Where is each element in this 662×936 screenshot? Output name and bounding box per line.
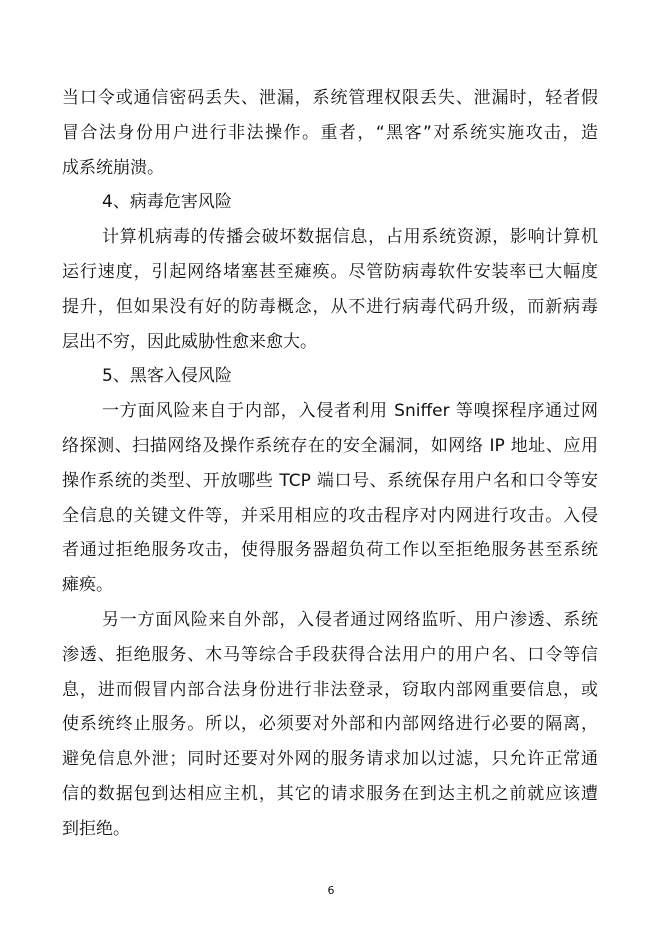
text-line: 提升，但如果没有好的防毒概念，从不进行病毒代码升级，而新病毒 [62, 296, 598, 317]
text-line: 络探测、扫描网络及操作系统存在的安全漏洞，如网络 IP 地址、应用 [62, 435, 598, 456]
text-line: 一方面风险来自于内部，入侵者利用 Sniffer 等嗅探程序通过网 [102, 401, 598, 422]
text-line: 息，进而假冒内部合法身份进行非法登录，窃取内部网重要信息，或 [62, 679, 598, 700]
section-heading-virus-risk: 4、病毒危害风险 [102, 192, 232, 213]
document-page [62, 81, 598, 847]
text-line: 渗透、拒绝服务、木马等综合手段获得合法用户的用户名、口令等信 [62, 644, 598, 665]
text-line: 运行速度，引起网络堵塞甚至瘫痪。尽管防病毒软件安装率已大幅度 [62, 261, 598, 282]
paragraph-internal-risk [62, 394, 598, 603]
paragraph-external-risk [62, 603, 598, 847]
text-line: 者通过拒绝服务攻击，使得服务器超负荷工作以至拒绝服务甚至系统 [62, 540, 598, 561]
text-line: 当口令或通信密码丢失、泄漏，系统管理权限丢失、泄漏时，轻者假 [62, 88, 598, 108]
text-line: 使系统终止服务。所以，必须要对外部和内部网络进行必要的隔离， [62, 714, 598, 735]
paragraph-password-risk [62, 81, 598, 185]
text-line: 全信息的关键文件等，并采用相应的攻击程序对内网进行攻击。入侵 [62, 505, 598, 526]
paragraph-virus-risk [62, 220, 598, 359]
text-line: 到拒绝。 [62, 818, 130, 839]
section-heading-hacker-risk: 5、黑客入侵风险 [102, 366, 232, 387]
text-line: 层出不穷，因此威胁性愈来愈大。 [62, 331, 317, 352]
text-line: 信的数据包到达相应主机，其它的请求服务在到达主机之前就应该遭 [62, 783, 598, 804]
text-line: 瘫痪。 [62, 575, 113, 596]
text-line: 冒合法身份用户进行非法操作。重者，“黑客”对系统实施攻击，造 [62, 122, 598, 143]
text-line: 另一方面风险来自外部，入侵者通过网络监听、用户渗透、系统 [102, 609, 598, 630]
text-line: 计算机病毒的传播会破坏数据信息，占用系统资源，影响计算机 [102, 227, 598, 248]
text-line: 操作系统的类型、开放哪些 TCP 端口号、系统保存用户名和口令等安 [62, 470, 598, 491]
text-line: 成系统崩溃。 [62, 157, 164, 178]
page-number: 6 [327, 884, 335, 897]
text-line: 避免信息外泄；同时还要对外网的服务请求加以过滤，只允许正常通 [62, 749, 598, 770]
